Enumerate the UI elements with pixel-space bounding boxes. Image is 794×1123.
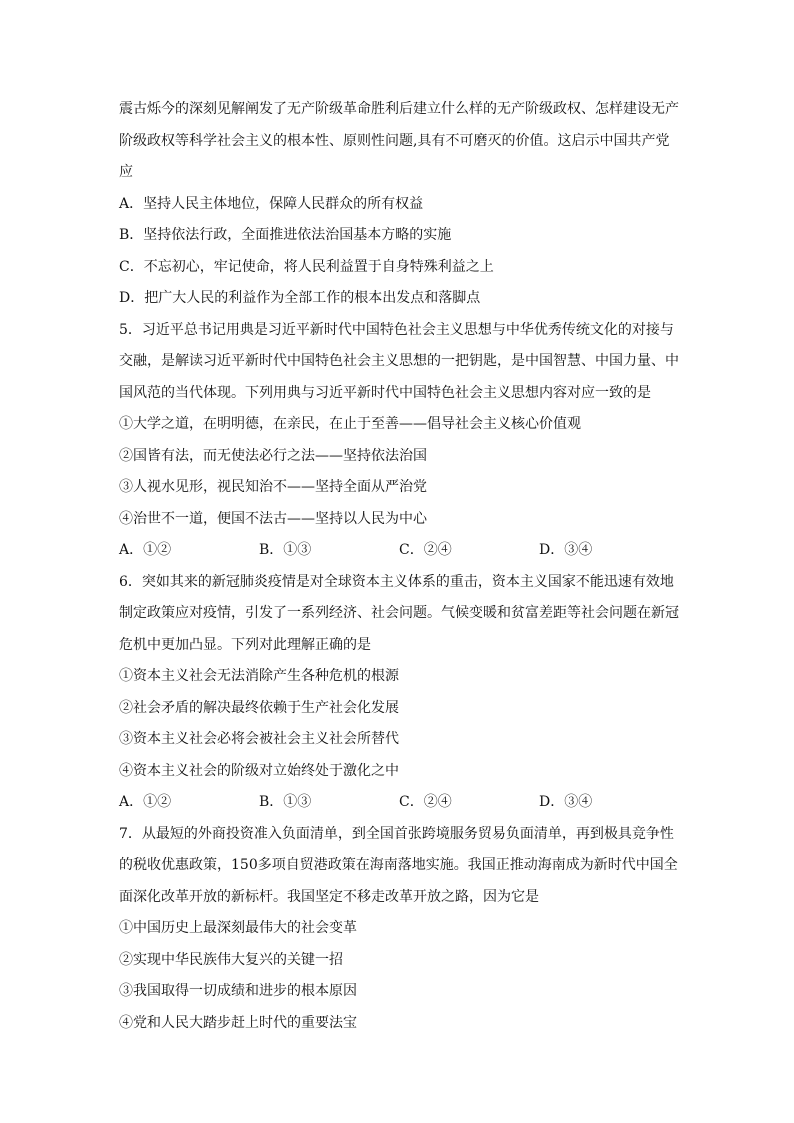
q5-option-c: C．②④ [399, 542, 452, 558]
q6-options [119, 787, 679, 819]
q6-option-c: C．②④ [399, 794, 452, 810]
q6-stem-line-1: 6．突如其来的新冠肺炎疫情是对全球资本主义体系的重击，资本主义国家不能迅速有效地 [119, 573, 674, 590]
q6-option-a: A．①② [119, 794, 172, 810]
q7-item-1: ①中国历史上最深刻最伟大的社会变革 [119, 920, 357, 936]
q7-item-2: ②实现中华民族伟大复兴的关键一招 [119, 951, 343, 968]
q7-stem-line-3: 面深化改革开放的新标杆。我国坚定不移走改革开放之路，因为它是 [119, 888, 539, 905]
q4-option-d: D．把广大人民的利益作为全部工作的根本出发点和落脚点 [119, 290, 481, 306]
q6-item-1: ①资本主义社会无法消除产生各种危机的根源 [119, 668, 399, 684]
q6-item-2: ②社会矛盾的解决最终依赖于生产社会化发展 [119, 699, 399, 716]
q5-stem-line-3: 国风范的当代体现。下列用典与习近平新时代中国特色社会主义思想内容对应一致的是 [119, 384, 651, 401]
q6-option-b: B．①③ [259, 794, 312, 810]
q4-stem-line-2: 阶级政权等科学社会主义的根本性、原则性问题,具有不可磨灭的价值。这启示中国共产党 [119, 132, 670, 149]
q7-item-3: ③我国取得一切成绩和进步的根本原因 [119, 983, 357, 999]
q5-item-1: ①大学之道，在明明德，在亲民，在止于至善——倡导社会主义核心价值观 [119, 416, 581, 432]
q7-stem [119, 819, 679, 914]
q6-stem-line-2: 制定政策应对疫情，引发了一系列经济、社会问题。气候变暖和贫富差距等社会问题在新冠 [119, 605, 679, 621]
q5-options [119, 535, 679, 567]
q6-item-4: ④资本主义社会的阶级对立始终处于激化之中 [119, 762, 399, 779]
q5-stem [119, 315, 679, 410]
q5-item-2: ②国皆有法，而无使法必行之法——坚持依法治国 [119, 447, 427, 464]
q4-stem [119, 94, 679, 189]
q6-option-d: D．③④ [539, 794, 593, 810]
q5-option-d: D．③④ [539, 542, 593, 558]
q4-option-c: C．不忘初心，牢记使命，将人民利益置于自身特殊利益之上 [119, 258, 494, 275]
q7-stem-line-2: 的税收优惠政策，150多项自贸港政策在海南落地实施。我国正推动海南成为新时代中国全 [119, 857, 678, 873]
q5-option-b: B．①③ [259, 542, 312, 558]
q6-stem-line-3: 危机中更加凸显。下列对此理解正确的是 [119, 636, 371, 653]
q7-stem-line-1: 7．从最短的外商投资准入负面清单，到全国首张跨境服务贸易负面清单，再到极具竞争性 [119, 825, 674, 842]
q6-stem [119, 567, 679, 662]
q4-option-a: A．坚持人民主体地位，保障人民群众的所有权益 [119, 195, 424, 212]
q4-stem-line-1: 震古烁今的深刻见解阐发了无产阶级革命胜利后建立什么样的无产阶级政权、怎样建设无产 [119, 101, 679, 117]
question-content [119, 94, 679, 1039]
q5-item-3: ③人视水见形，视民知治不——坚持全面从严治党 [119, 479, 427, 495]
q6-item-3: ③资本主义社会必将会被社会主义社会所替代 [119, 731, 399, 747]
q5-option-a: A．①② [119, 542, 172, 558]
q7-item-4: ④党和人民大踏步赶上时代的重要法宝 [119, 1014, 357, 1031]
q4-stem-line-3: 应 [119, 164, 133, 180]
q4-option-b: B．坚持依法行政，全面推进依法治国基本方略的实施 [119, 227, 452, 243]
q5-stem-line-2: 交融，是解读习近平新时代中国特色社会主义思想的一把钥匙，是中国智慧、中国力量、中 [119, 353, 679, 369]
q5-item-4: ④治世不一道，便国不法古——坚持以人民为中心 [119, 510, 427, 527]
q5-stem-line-1: 5．习近平总书记用典是习近平新时代中国特色社会主义思想与中华优秀传统文化的对接与 [119, 321, 674, 338]
